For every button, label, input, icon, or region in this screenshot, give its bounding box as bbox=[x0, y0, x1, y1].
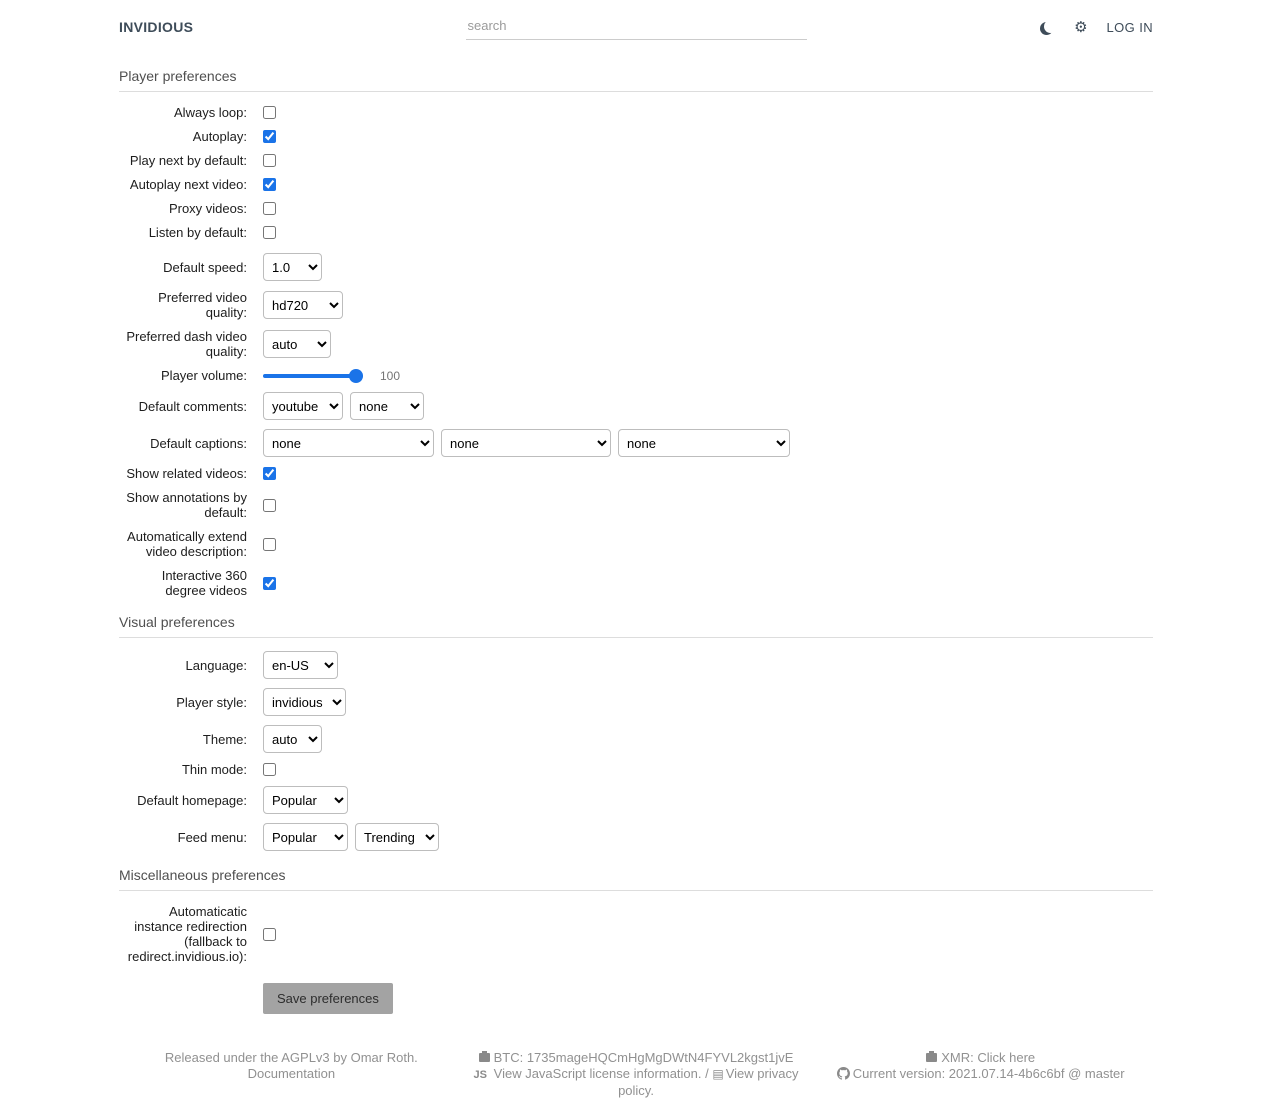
pref-row-video-quality bbox=[119, 290, 1153, 320]
pref-row-autoplay bbox=[119, 129, 1153, 144]
pref-row-always-loop bbox=[119, 105, 1153, 120]
license-text: Released under the AGPLv3 by Omar Roth. bbox=[164, 1050, 418, 1065]
default-comments-select-1[interactable] bbox=[263, 392, 343, 420]
pref-row-player-volume bbox=[119, 368, 1153, 383]
page bbox=[119, 0, 1153, 1119]
pref-row-default-homepage bbox=[119, 786, 1153, 814]
gear-icon[interactable]: ⚙ bbox=[1074, 18, 1088, 36]
default-captions-select-2[interactable] bbox=[441, 429, 611, 457]
xmr-label: XMR: bbox=[941, 1050, 974, 1065]
pref-row-related-videos bbox=[119, 466, 1153, 481]
feed-menu-label: Feed menu: bbox=[177, 829, 247, 845]
xmr-click-here-link[interactable]: Click here bbox=[977, 1050, 1036, 1065]
pref-row-autoplay-next bbox=[119, 177, 1153, 192]
feed-menu-select-2[interactable] bbox=[355, 823, 439, 851]
pref-row-auto-redirect bbox=[119, 904, 1153, 964]
pref-row-feed-menu bbox=[119, 823, 1153, 851]
auto-redirect-checkbox[interactable] bbox=[263, 928, 276, 941]
always-loop-checkbox[interactable] bbox=[263, 106, 276, 119]
default-homepage-select[interactable] bbox=[263, 786, 348, 814]
default-captions-label: Default captions: bbox=[150, 435, 247, 451]
pref-row-theme bbox=[119, 725, 1153, 753]
listen-default-label: Listen by default: bbox=[148, 225, 247, 240]
proxy-videos-label: Proxy videos: bbox=[168, 201, 247, 216]
pref-row-player-style bbox=[119, 688, 1153, 716]
footer-middle bbox=[464, 1050, 809, 1099]
related-videos-label: Show related videos: bbox=[126, 466, 247, 481]
save-row bbox=[119, 983, 1153, 1014]
thin-mode-label: Thin mode: bbox=[181, 762, 247, 777]
theme-label: Theme: bbox=[202, 731, 247, 747]
version-text: Current version: 2021.07.14-4b6c6bf @ master bbox=[852, 1065, 1125, 1081]
extend-desc-checkbox[interactable] bbox=[263, 538, 276, 551]
auto-redirect-label: Automaticatic instance redirection (fallback to redirect.invidious.io): bbox=[127, 904, 247, 964]
pref-row-listen-default bbox=[119, 225, 1153, 240]
pref-row-extend-desc bbox=[119, 529, 1153, 559]
default-homepage-label: Default homepage: bbox=[137, 792, 247, 808]
btc-address: BTC: 1735mageHQCmHgMgDWtN4FYVL2kgst1jvE bbox=[493, 1050, 794, 1065]
video-quality-select[interactable] bbox=[263, 291, 343, 319]
listen-default-checkbox[interactable] bbox=[263, 226, 276, 239]
autoplay-label: Autoplay: bbox=[192, 129, 247, 144]
save-preferences-button[interactable]: Save preferences bbox=[263, 983, 393, 1014]
github-icon bbox=[837, 1067, 850, 1080]
player-volume-label: Player volume: bbox=[161, 368, 247, 383]
extend-desc-label: Automatically extend video description: bbox=[127, 529, 247, 559]
player-style-label: Player style: bbox=[176, 694, 247, 710]
pref-row-dash-quality bbox=[119, 329, 1153, 359]
pref-row-vr360 bbox=[119, 568, 1153, 598]
language-select[interactable] bbox=[263, 651, 338, 679]
footer-right bbox=[808, 1050, 1153, 1099]
related-videos-checkbox[interactable] bbox=[263, 467, 276, 480]
section-title-visual: Visual preferences bbox=[119, 614, 1153, 638]
pref-row-default-comments bbox=[119, 392, 1153, 420]
pref-row-play-next bbox=[119, 153, 1153, 168]
player-volume-value: 100 bbox=[380, 368, 401, 383]
autoplay-checkbox[interactable] bbox=[263, 130, 276, 143]
pref-row-default-captions bbox=[119, 429, 1153, 457]
default-speed-label: Default speed: bbox=[163, 259, 247, 275]
theme-select[interactable] bbox=[263, 725, 322, 753]
player-volume-slider[interactable] bbox=[263, 369, 363, 383]
play-next-checkbox[interactable] bbox=[263, 154, 276, 167]
thin-mode-checkbox[interactable] bbox=[263, 763, 276, 776]
proxy-videos-checkbox[interactable] bbox=[263, 202, 276, 215]
player-style-select[interactable] bbox=[263, 688, 346, 716]
default-comments-select-2[interactable] bbox=[350, 392, 424, 420]
pref-row-proxy-videos bbox=[119, 201, 1153, 216]
footer-left bbox=[119, 1050, 464, 1099]
js-license-link[interactable]: View JavaScript license information. bbox=[493, 1065, 702, 1081]
footer-separator: / bbox=[705, 1065, 709, 1081]
moon-icon[interactable] bbox=[1044, 20, 1057, 33]
video-quality-label: Preferred video quality: bbox=[158, 290, 247, 320]
default-captions-select-1[interactable] bbox=[263, 429, 434, 457]
footer bbox=[119, 1050, 1153, 1119]
annotations-label: Show annotations by default: bbox=[126, 490, 247, 520]
always-loop-label: Always loop: bbox=[174, 105, 247, 120]
feed-menu-select-1[interactable] bbox=[263, 823, 348, 851]
js-icon: JS bbox=[473, 1068, 488, 1081]
vr360-label: Interactive 360 degree videos bbox=[161, 568, 247, 598]
pref-row-language bbox=[119, 651, 1153, 679]
app-logo[interactable]: INVIDIOUS bbox=[119, 19, 194, 35]
language-label: Language: bbox=[185, 657, 247, 673]
pref-row-annotations bbox=[119, 490, 1153, 520]
autoplay-next-checkbox[interactable] bbox=[263, 178, 276, 191]
xmr-wallet-icon bbox=[926, 1053, 937, 1062]
search-input[interactable] bbox=[466, 14, 807, 40]
vr360-checkbox[interactable] bbox=[263, 577, 276, 590]
btc-wallet-icon bbox=[479, 1053, 490, 1062]
pref-row-thin-mode bbox=[119, 762, 1153, 777]
pref-row-default-speed bbox=[119, 253, 1153, 281]
section-title-player: Player preferences bbox=[119, 68, 1153, 92]
play-next-label: Play next by default: bbox=[129, 153, 247, 168]
documentation-link[interactable]: Documentation bbox=[247, 1065, 336, 1081]
annotations-checkbox[interactable] bbox=[263, 499, 276, 512]
default-comments-label: Default comments: bbox=[138, 398, 247, 414]
section-title-misc: Miscellaneous preferences bbox=[119, 867, 1153, 891]
top-bar bbox=[119, 0, 1153, 52]
document-icon: ▤ bbox=[712, 1066, 724, 1081]
default-speed-select[interactable] bbox=[263, 253, 322, 281]
autoplay-next-label: Autoplay next video: bbox=[129, 177, 247, 192]
default-captions-select-3[interactable] bbox=[618, 429, 790, 457]
dash-quality-select[interactable] bbox=[263, 330, 331, 358]
dash-quality-label: Preferred dash video quality: bbox=[126, 329, 247, 359]
login-link[interactable]: LOG IN bbox=[1106, 19, 1153, 35]
privacy-policy-link[interactable]: View privacy policy. bbox=[618, 1065, 799, 1098]
